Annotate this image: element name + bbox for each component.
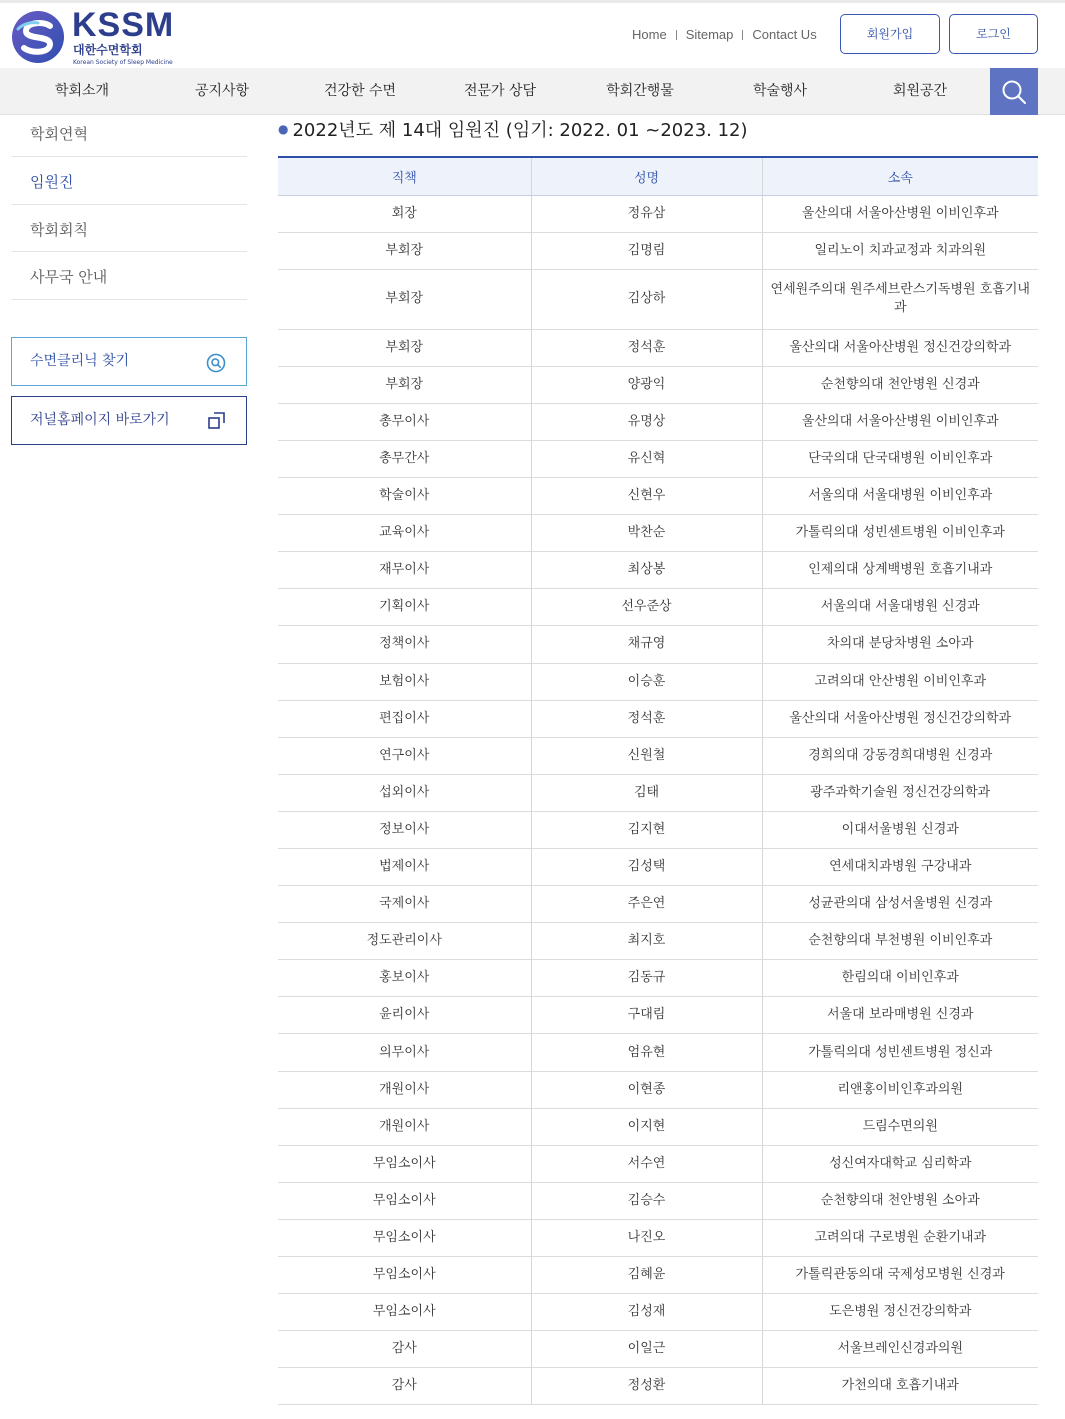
sidebar-menu <box>12 115 247 300</box>
cell-position: 총무이사 <box>278 403 531 440</box>
table-row <box>278 1034 1038 1071</box>
contact-link[interactable]: Contact Us <box>752 27 817 42</box>
cell-affiliation: 서울의대 서울대병원 신경과 <box>762 589 1038 626</box>
cell-affiliation: 성균관의대 삼성서울병원 신경과 <box>762 886 1038 923</box>
nav-item-healthy-sleep[interactable]: 건강한 수면 <box>323 83 397 99</box>
cell-affiliation: 이대서울병원 신경과 <box>762 811 1038 848</box>
table-row <box>278 195 1038 232</box>
cell-name: 이현종 <box>531 1071 762 1108</box>
cell-name: 김태 <box>531 774 762 811</box>
executives-table <box>278 156 1038 1405</box>
cell-position: 감사 <box>278 1331 531 1368</box>
cell-name: 최상봉 <box>531 552 762 589</box>
sidebar-item-history[interactable]: 학회연혁 <box>12 115 247 157</box>
cell-name: 김명림 <box>531 232 762 269</box>
cell-name: 신현우 <box>531 478 762 515</box>
cell-position: 총무간사 <box>278 440 531 477</box>
cell-affiliation: 울산의대 서울아산병원 이비인후과 <box>762 403 1038 440</box>
cell-affiliation: 광주과학기술원 정신건강의학과 <box>762 774 1038 811</box>
table-row <box>278 1219 1038 1256</box>
table-row <box>278 515 1038 552</box>
cell-position: 무임소이사 <box>278 1257 531 1294</box>
cell-position: 부회장 <box>278 269 531 329</box>
cell-name: 신원철 <box>531 737 762 774</box>
cell-name: 김동규 <box>531 960 762 997</box>
table-row <box>278 478 1038 515</box>
cell-name: 김승수 <box>531 1182 762 1219</box>
cell-affiliation: 드림수면의원 <box>762 1108 1038 1145</box>
utility-links <box>632 27 817 42</box>
cell-position: 회장 <box>278 195 531 232</box>
cell-affiliation: 고려의대 안산병원 이비인후과 <box>762 663 1038 700</box>
table-row <box>278 1331 1038 1368</box>
site-header <box>0 3 1065 68</box>
cell-position: 무임소이사 <box>278 1182 531 1219</box>
cell-position: 연구이사 <box>278 737 531 774</box>
cell-affiliation: 한림의대 이비인후과 <box>762 960 1038 997</box>
table-row <box>278 329 1038 366</box>
cell-affiliation: 울산의대 서울아산병원 정신건강의학과 <box>762 329 1038 366</box>
cell-position: 법제이사 <box>278 849 531 886</box>
table-row <box>278 1071 1038 1108</box>
external-link-icon <box>208 412 226 430</box>
divider <box>676 30 677 40</box>
cell-affiliation: 가톨릭관동의대 국제성모병원 신경과 <box>762 1257 1038 1294</box>
table-row <box>278 737 1038 774</box>
cell-position: 홍보이사 <box>278 960 531 997</box>
cell-affiliation: 울산의대 서울아산병원 이비인후과 <box>762 195 1038 232</box>
cell-position: 학술이사 <box>278 478 531 515</box>
search-button[interactable] <box>990 68 1038 115</box>
site-logo[interactable] <box>10 7 180 65</box>
table-row <box>278 440 1038 477</box>
main-nav <box>0 68 1065 115</box>
cell-position: 무임소이사 <box>278 1294 531 1331</box>
column-header-affiliation: 소속 <box>762 157 1038 195</box>
sidebar-item-executives[interactable]: 임원진 <box>12 157 247 205</box>
cell-position: 의무이사 <box>278 1034 531 1071</box>
cell-position: 부회장 <box>278 366 531 403</box>
table-body <box>278 195 1038 1405</box>
cell-affiliation: 일리노이 치과교정과 치과의원 <box>762 232 1038 269</box>
table-row <box>278 923 1038 960</box>
cell-position: 정보이사 <box>278 811 531 848</box>
cell-affiliation: 가톨릭의대 성빈센트병원 정신과 <box>762 1034 1038 1071</box>
nav-item-publications[interactable]: 학회간행물 <box>606 83 674 99</box>
cell-position: 섭외이사 <box>278 774 531 811</box>
cell-name: 김지현 <box>531 811 762 848</box>
table-row <box>278 1368 1038 1405</box>
cell-affiliation: 서울의대 서울대병원 이비인후과 <box>762 478 1038 515</box>
cell-affiliation: 연세대치과병원 구강내과 <box>762 849 1038 886</box>
table-row <box>278 997 1038 1034</box>
cell-position: 부회장 <box>278 329 531 366</box>
cell-affiliation: 가톨릭의대 성빈센트병원 이비인후과 <box>762 515 1038 552</box>
table-header-row <box>278 157 1038 195</box>
cell-position: 기획이사 <box>278 589 531 626</box>
table-row <box>278 626 1038 663</box>
cell-position: 감사 <box>278 1368 531 1405</box>
sitemap-link[interactable]: Sitemap <box>685 27 734 42</box>
cell-affiliation: 도은병원 정신건강의학과 <box>762 1294 1038 1331</box>
login-button[interactable]: 로그인 <box>949 14 1038 54</box>
cell-name: 선우준상 <box>531 589 762 626</box>
column-header-name: 성명 <box>531 157 762 195</box>
cell-position: 정도관리이사 <box>278 923 531 960</box>
find-sleep-clinic-button[interactable] <box>11 337 247 386</box>
logo-mark-icon <box>10 9 66 65</box>
logo-english-name: Korean Society of Sleep Medicine <box>73 59 173 66</box>
cell-affiliation: 단국의대 단국대병원 이비인후과 <box>762 440 1038 477</box>
cell-position: 개원이사 <box>278 1108 531 1145</box>
nav-item-notice[interactable]: 공지사항 <box>194 83 250 99</box>
column-header-position: 직책 <box>278 157 531 195</box>
table-row <box>278 232 1038 269</box>
nav-item-expert-consult[interactable]: 전문가 상담 <box>463 83 537 99</box>
cell-affiliation: 서울대 보라매병원 신경과 <box>762 997 1038 1034</box>
table-row <box>278 1182 1038 1219</box>
cell-name: 김상하 <box>531 269 762 329</box>
cell-affiliation: 순천향의대 천안병원 신경과 <box>762 366 1038 403</box>
cell-name: 구대림 <box>531 997 762 1034</box>
cell-affiliation: 성신여자대학교 심리학과 <box>762 1145 1038 1182</box>
nav-item-members[interactable]: 회원공간 <box>892 83 948 99</box>
cell-name: 정유삼 <box>531 195 762 232</box>
home-link[interactable]: Home <box>632 27 667 42</box>
cell-name: 이일근 <box>531 1331 762 1368</box>
table-row <box>278 700 1038 737</box>
table-row <box>278 811 1038 848</box>
cell-name: 이승훈 <box>531 663 762 700</box>
table-row <box>278 1294 1038 1331</box>
page-title-text: 2022년도 제 14대 임원진 (임기: 2022. 01 ~2023. 12) <box>292 120 748 141</box>
cell-position: 재무이사 <box>278 552 531 589</box>
cell-affiliation: 연세원주의대 원주세브란스기독병원 호흡기내과 <box>762 269 1038 329</box>
logo-korean-name: 대한수면학회 <box>73 43 143 57</box>
bullet-icon: ● <box>278 122 289 136</box>
sidebar-item-office[interactable]: 사무국 안내 <box>12 252 247 300</box>
location-search-icon <box>206 353 226 373</box>
journal-homepage-label: 저널홈페이지 바로가기 <box>30 412 170 428</box>
cell-position: 윤리이사 <box>278 997 531 1034</box>
page-title <box>278 118 748 142</box>
table-row <box>278 960 1038 997</box>
cell-name: 유명상 <box>531 403 762 440</box>
nav-item-about[interactable]: 학회소개 <box>54 83 110 99</box>
cell-name: 양광익 <box>531 366 762 403</box>
nav-item-events[interactable]: 학술행사 <box>752 83 808 99</box>
cell-position: 국제이사 <box>278 886 531 923</box>
table-row <box>278 886 1038 923</box>
divider <box>742 30 743 40</box>
cell-name: 김혜윤 <box>531 1257 762 1294</box>
cell-name: 서수연 <box>531 1145 762 1182</box>
cell-position: 보험이사 <box>278 663 531 700</box>
find-sleep-clinic-label: 수면클리닉 찾기 <box>30 353 130 369</box>
cell-name: 김성택 <box>531 849 762 886</box>
cell-affiliation: 가천의대 호흡기내과 <box>762 1368 1038 1405</box>
logo-text: KSSM <box>72 6 175 44</box>
table-row <box>278 774 1038 811</box>
table-row <box>278 1257 1038 1294</box>
table-row <box>278 589 1038 626</box>
table-row <box>278 849 1038 886</box>
sidebar-item-bylaws[interactable]: 학회회칙 <box>12 205 247 253</box>
journal-homepage-button[interactable] <box>11 396 247 445</box>
table-row <box>278 552 1038 589</box>
cell-name: 김성재 <box>531 1294 762 1331</box>
cell-position: 부회장 <box>278 232 531 269</box>
cell-name: 주은연 <box>531 886 762 923</box>
cell-name: 정석훈 <box>531 329 762 366</box>
table-row <box>278 1145 1038 1182</box>
table-row <box>278 366 1038 403</box>
cell-affiliation: 경희의대 강동경희대병원 신경과 <box>762 737 1038 774</box>
cell-position: 개원이사 <box>278 1071 531 1108</box>
join-button[interactable]: 회원가입 <box>840 14 940 54</box>
cell-name: 최지호 <box>531 923 762 960</box>
cell-name: 나진오 <box>531 1219 762 1256</box>
cell-position: 교육이사 <box>278 515 531 552</box>
cell-name: 엄유현 <box>531 1034 762 1071</box>
cell-name: 정성환 <box>531 1368 762 1405</box>
cell-affiliation: 울산의대 서울아산병원 정신건강의학과 <box>762 700 1038 737</box>
cell-position: 무임소이사 <box>278 1219 531 1256</box>
search-icon <box>1001 79 1027 105</box>
cell-position: 정책이사 <box>278 626 531 663</box>
table-row <box>278 403 1038 440</box>
cell-name: 정석훈 <box>531 700 762 737</box>
cell-affiliation: 순천향의대 부천병원 이비인후과 <box>762 923 1038 960</box>
cell-affiliation: 차의대 분당차병원 소아과 <box>762 626 1038 663</box>
cell-name: 유신혁 <box>531 440 762 477</box>
cell-position: 편집이사 <box>278 700 531 737</box>
cell-affiliation: 서울브레인신경과의원 <box>762 1331 1038 1368</box>
cell-affiliation: 리앤홍이비인후과의원 <box>762 1071 1038 1108</box>
cell-name: 채규영 <box>531 626 762 663</box>
cell-position: 무임소이사 <box>278 1145 531 1182</box>
table-row <box>278 269 1038 329</box>
cell-name: 이지현 <box>531 1108 762 1145</box>
cell-name: 박찬순 <box>531 515 762 552</box>
table-row <box>278 663 1038 700</box>
cell-affiliation: 고려의대 구로병원 순환기내과 <box>762 1219 1038 1256</box>
cell-affiliation: 인제의대 상계백병원 호흡기내과 <box>762 552 1038 589</box>
table-row <box>278 1108 1038 1145</box>
cell-affiliation: 순천향의대 천안병원 소아과 <box>762 1182 1038 1219</box>
